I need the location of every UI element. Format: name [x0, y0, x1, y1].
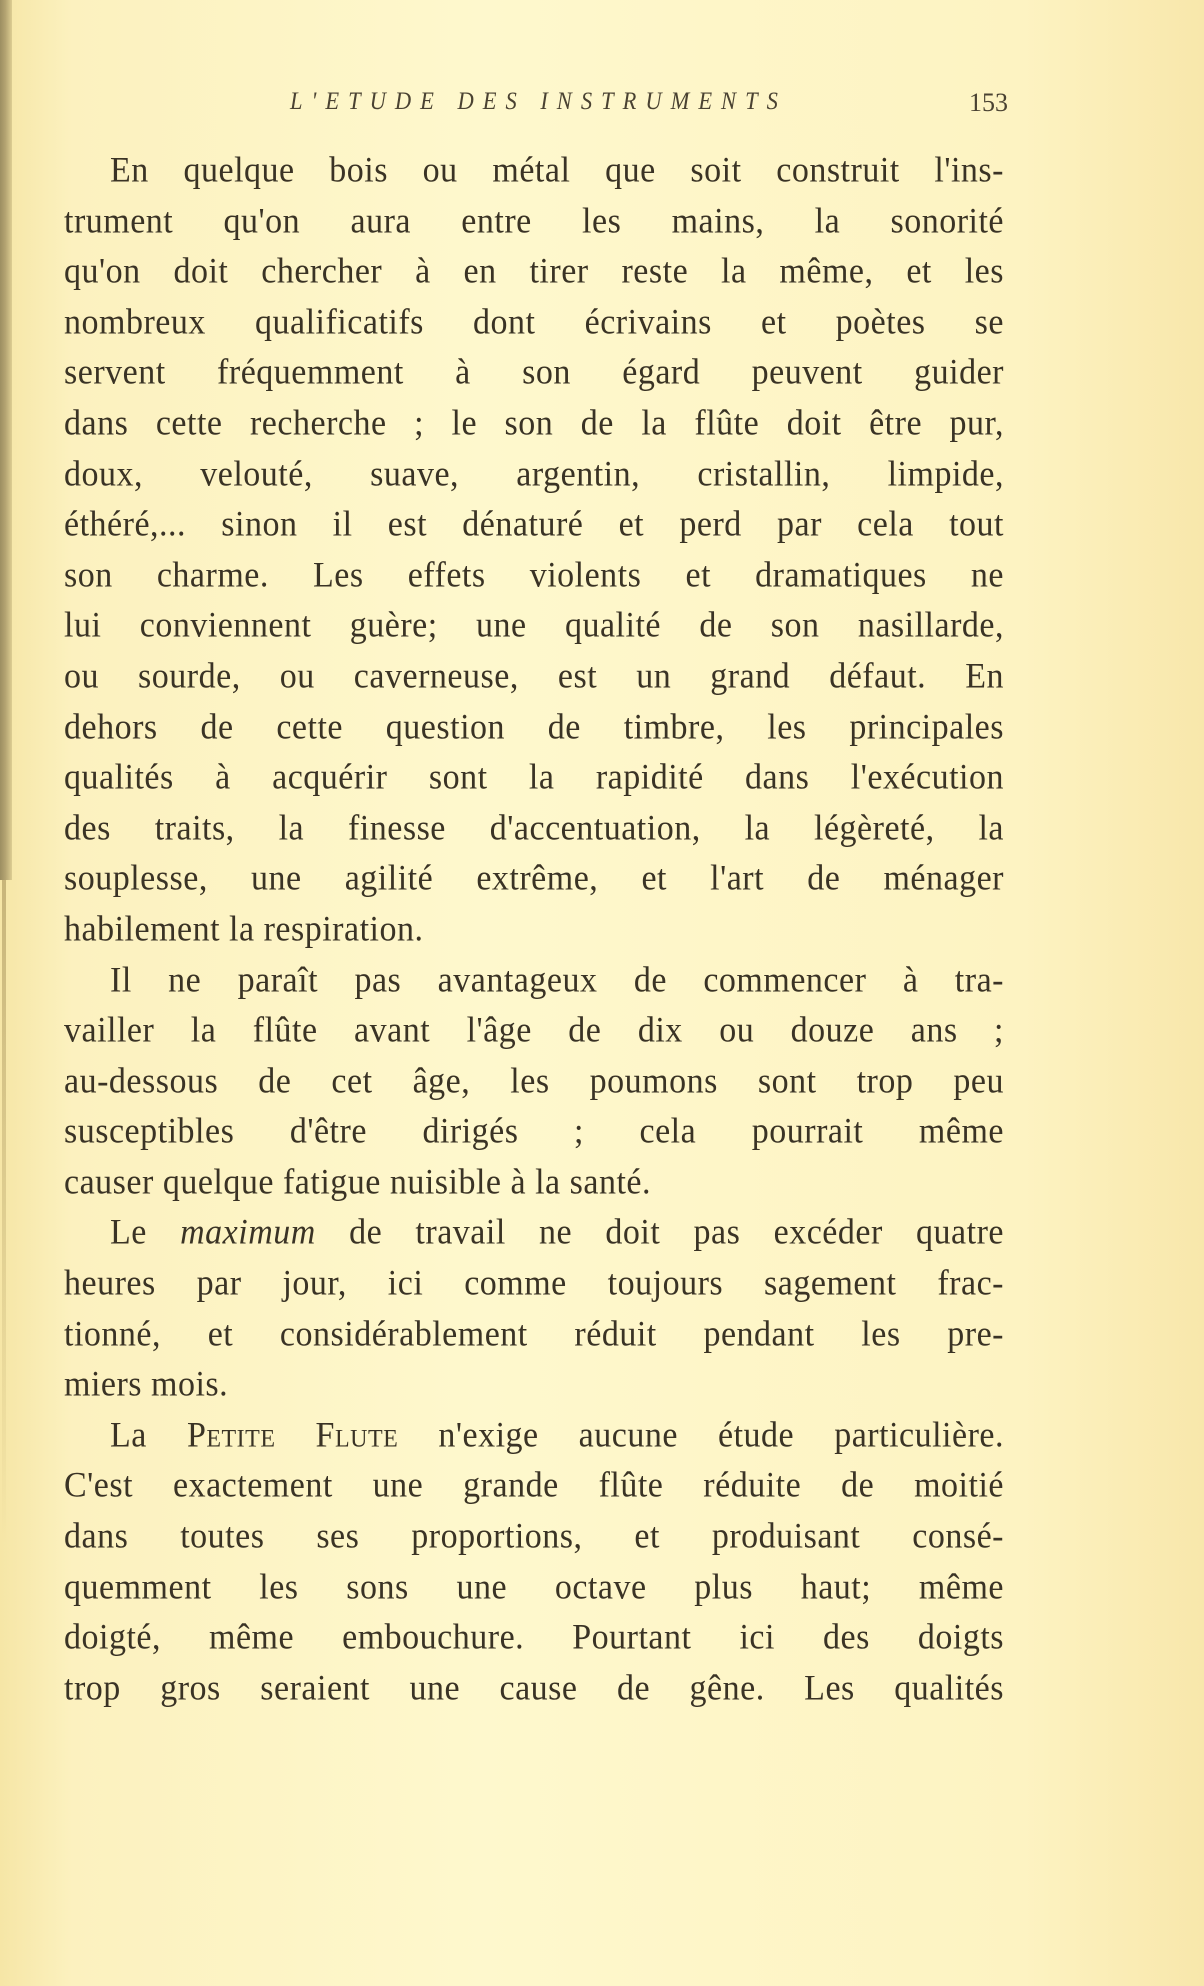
text-line: qualités à acquérir sont la rapidité dans l'exécution [64, 758, 1004, 798]
text-line: causer quelque fatigue nuisible à la santé. [64, 1162, 651, 1202]
text-line: ou sourde, ou caverneuse, est un grand défaut. En [64, 656, 1004, 696]
text-run: de travail ne doit pas excéder quatre [315, 1213, 1005, 1253]
paragraph-2 [64, 956, 1004, 1209]
text-line: lui conviennent guère; une qualité de son nasillarde, [64, 606, 1004, 646]
text-line: heures par jour, ici comme toujours sagement frac- [64, 1264, 1004, 1303]
paragraph-1 [64, 146, 1004, 956]
text-line: dehors de cette question de timbre, les principales [64, 707, 1004, 747]
text-line: des traits, la finesse d'accentuation, la légèreté, la [64, 808, 1004, 848]
text-line: miers mois. [64, 1365, 229, 1405]
text-line: dans toutes ses proportions, et produisant consé- [64, 1517, 1004, 1556]
text-line: au-dessous de cet âge, les poumons sont trop peu [64, 1061, 1004, 1101]
text-line: trop gros seraient une cause de gêne. Les qualités [64, 1668, 1004, 1708]
paragraph-3 [64, 1208, 1004, 1410]
text-line: susceptibles d'être dirigés ; cela pourrait même [64, 1112, 1004, 1152]
running-header [68, 88, 1008, 128]
text-line: habilement la respiration. [64, 909, 424, 949]
text-line: nombreux qualificatifs dont écrivains et poètes se [64, 302, 1004, 342]
running-title: L'ETUDE DES INSTRUMENTS [290, 88, 787, 115]
page-binding-edge [0, 0, 12, 880]
text-line: doigté, même embouchure. Pourtant ici des doigts [64, 1618, 1004, 1658]
text-run: n'exige aucune étude particulière. [398, 1415, 1005, 1455]
paragraph-4 [64, 1411, 1004, 1715]
text-run: La [110, 1415, 187, 1455]
text-line: son charme. Les effets violents et dramatiques ne [64, 555, 1004, 595]
text-run: Le [110, 1213, 181, 1253]
text-line: qu'on doit chercher à en tirer reste la même, et les [64, 252, 1004, 292]
page-number: 153 [969, 88, 1008, 117]
text-line: tionné, et considérablement réduit pendant les pre- [64, 1314, 1004, 1354]
small-caps-term: Petite Flute [186, 1415, 399, 1455]
text-body [64, 146, 1004, 1714]
page-binding-shadow [2, 880, 6, 1986]
text-line: quemment les sons une octave plus haut; même [64, 1567, 1004, 1607]
text-line [64, 1410, 1004, 1463]
text-line: servent fréquemment à son égard peuvent guider [64, 353, 1004, 393]
text-line: doux, velouté, suave, argentin, cristallin, limpide, [64, 454, 1004, 494]
text-line: trument qu'on aura entre les mains, la sonorité [64, 201, 1004, 241]
text-line: En quelque bois ou métal que soit construit l'ins- [110, 151, 1004, 190]
text-line: éthéré,... sinon il est dénaturé et perd par cela tout [64, 505, 1004, 545]
text-line: dans cette recherche ; le son de la flûte doit être pur, [64, 404, 1004, 443]
italic-term: maximum [180, 1213, 316, 1253]
text-line [64, 1207, 1004, 1260]
text-line: C'est exactement une grande flûte réduite de moitié [64, 1466, 1004, 1506]
text-line: vailler la flûte avant l'âge de dix ou douze ans ; [64, 1011, 1004, 1050]
text-line: Il ne paraît pas avantageux de commencer à tra- [110, 960, 1004, 1000]
text-line: souplesse, une agilité extrême, et l'art de ménager [64, 859, 1004, 899]
